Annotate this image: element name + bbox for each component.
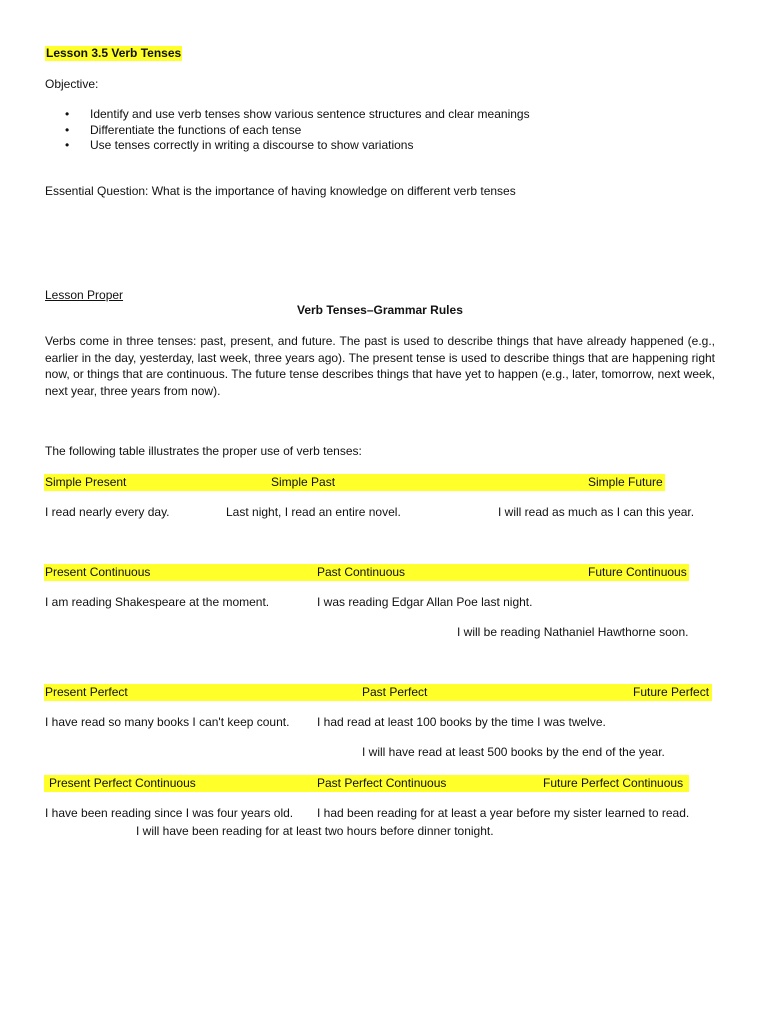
example-present: I have read so many books I can't keep count. bbox=[45, 715, 290, 729]
example-present: I am reading Shakespeare at the moment. bbox=[45, 595, 270, 609]
intro-paragraph: Verbs come in three tenses: past, present, and future. The past is used to describe things that have already happened (e.g., earlier in the day, yesterday, last week, three years ago). The present tense is used to describe things that are happening right now, or things that are continuous. The future tense describes things that have yet to happen (e.g., later, tomorrow, next week, next year, three years from now). bbox=[45, 334, 715, 398]
example-past: I had read at least 100 books by the time I was twelve. bbox=[317, 715, 606, 729]
tense-header-present: Simple Present bbox=[45, 475, 127, 489]
tense-header-present: Present Perfect Continuous bbox=[49, 776, 196, 790]
example-past: I had been reading for at least a year before my sister learned to read. bbox=[317, 806, 690, 820]
tense-header-present: Present Perfect bbox=[45, 685, 128, 699]
tense-header-future: Future Perfect bbox=[633, 685, 710, 699]
tense-header-band bbox=[44, 684, 712, 701]
tense-header-past: Past Perfect bbox=[362, 685, 428, 699]
essential-question: Essential Question: What is the importance of having knowledge on different verb tenses bbox=[45, 184, 516, 198]
objective-item: • Differentiate the functions of each tense bbox=[45, 123, 530, 139]
example-future: I will have been reading for at least two hours before dinner tonight. bbox=[136, 824, 494, 838]
example-future: I will have read at least 500 books by the end of the year. bbox=[362, 745, 665, 759]
objectives-list bbox=[45, 107, 530, 154]
lesson-title: Lesson 3.5 Verb Tenses bbox=[46, 46, 182, 60]
example-present: I read nearly every day. bbox=[45, 505, 170, 519]
tense-header-band bbox=[44, 564, 689, 581]
lesson-proper-label: Lesson Proper bbox=[45, 288, 124, 302]
tense-header-band bbox=[44, 474, 665, 491]
objective-item: • Identify and use verb tenses show various sentence structures and clear meanings bbox=[45, 107, 530, 123]
example-past: Last night, I read an entire novel. bbox=[226, 505, 401, 519]
example-past: I was reading Edgar Allan Poe last night. bbox=[317, 595, 533, 609]
tense-header-past: Simple Past bbox=[271, 475, 336, 489]
example-future: I will read as much as I can this year. bbox=[498, 505, 695, 519]
tense-header-past: Past Perfect Continuous bbox=[317, 776, 447, 790]
table-intro: The following table illustrates the proper use of verb tenses: bbox=[45, 444, 362, 458]
objective-item: • Use tenses correctly in writing a discourse to show variations bbox=[45, 138, 530, 154]
example-future: I will be reading Nathaniel Hawthorne soon. bbox=[457, 625, 689, 639]
tense-header-present: Present Continuous bbox=[45, 565, 151, 579]
tense-header-future: Simple Future bbox=[588, 475, 663, 489]
tense-header-future: Future Perfect Continuous bbox=[543, 776, 684, 790]
tense-header-future: Future Continuous bbox=[588, 565, 687, 579]
section-title: Verb Tenses–Grammar Rules bbox=[297, 303, 463, 317]
objective-label: Objective: bbox=[45, 77, 99, 91]
tense-header-past: Past Continuous bbox=[317, 565, 406, 579]
tense-header-band bbox=[44, 775, 689, 792]
example-present: I have been reading since I was four years old. bbox=[45, 806, 294, 820]
